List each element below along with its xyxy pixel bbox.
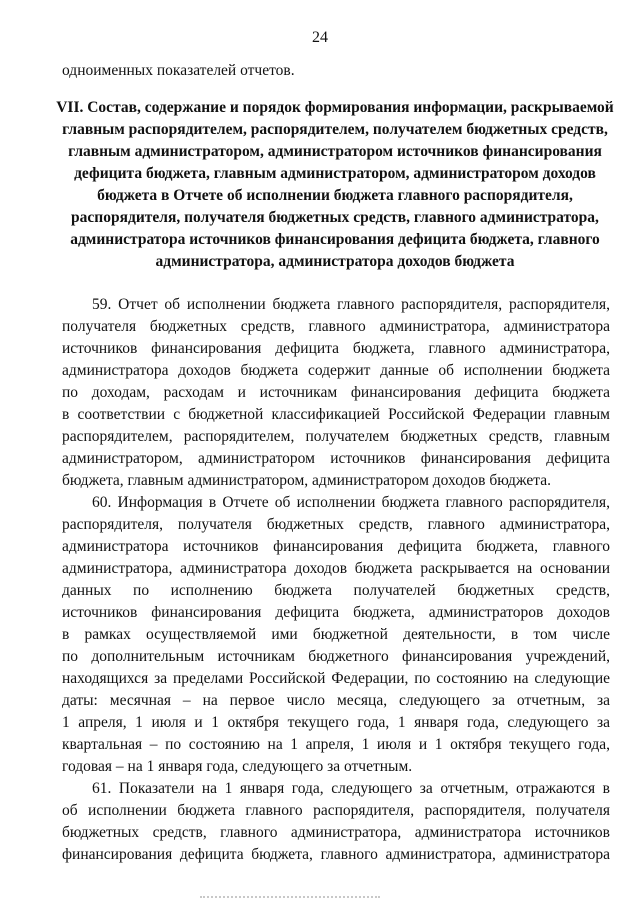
text-line: находящихся за пределами Российской Федерации, по состоянию на следующие [62, 670, 610, 687]
text-line: бюджетных средств, главного администратора, администратора источников [62, 824, 610, 841]
text-line: по дополнительным источникам бюджетного финансирования учреждений, [62, 648, 610, 665]
text-line: бюджета, главным администратором, администратором доходов бюджета. [62, 472, 551, 489]
text-line: в рамках осуществляемой ими бюджетной деятельности, в том числе [62, 626, 610, 643]
text-line: 1 апреля, 1 июля и 1 октября текущего года, 1 января года, следующего за [62, 714, 610, 731]
text-line: в соответствии с бюджетной классификацией Российской Федерации главным [62, 406, 610, 423]
text-line: администратора доходов бюджета содержит данные об исполнении бюджета [62, 362, 610, 379]
heading-line: бюджета в Отчете об исполнении бюджета главного распорядителя, [97, 187, 573, 204]
text-line: финансирования дефицита бюджета, главного администратора, администратора [62, 846, 610, 863]
text-line: распорядителя, получателя бюджетных средств, главного администратора, [62, 516, 610, 533]
text-line: квартальная – по состоянию на 1 апреля, 1 июля и 1 октября текущего года, [62, 736, 610, 753]
text-line: 61. Показатели на 1 января года, следующего за отчетным, отражаются в [92, 780, 610, 797]
text-line: годовая – на 1 января года, следующего за отчетным. [62, 758, 413, 775]
text-line: даты: месячная – на первое число месяца, следующего за отчетным, за [62, 692, 610, 709]
text-line: администратора источников финансирования дефицита бюджета, главного [62, 538, 610, 555]
text-line: получателя бюджетных средств, главного администратора, администратора [62, 318, 610, 335]
heading-line: администратора, администратора доходов бюджета [155, 253, 515, 270]
text-line: источников финансирования дефицита бюджета, главного администратора, [62, 340, 610, 357]
text-line: 60. Информация в Отчете об исполнении бюджета главного распорядителя, [92, 494, 610, 511]
text-line: по доходам, расходам и источникам финансирования дефицита бюджета [62, 384, 610, 401]
heading-line: дефицита бюджета, главным администратором, администратором доходов [74, 165, 596, 182]
heading-line: распорядителя, получателя бюджетных средств, главного администратора, [71, 209, 599, 226]
text-line: об исполнении бюджета главного распорядителя, распорядителя, получателя [62, 802, 610, 819]
text-line: данных по исполнению бюджета получателей бюджетных средств, [62, 582, 610, 599]
page-number: 24 [312, 29, 328, 46]
heading-line: главным распорядителем, распорядителем, получателем бюджетных средств, [62, 121, 608, 138]
heading-line: администратора источников финансирования дефицита бюджета, главного [70, 231, 600, 248]
text-line: администратора, администратора доходов бюджета раскрывается на основании [62, 560, 610, 577]
text-line: источников финансирования дефицита бюджета, администраторов доходов [62, 604, 610, 621]
text-line: одноименных показателей отчетов. [62, 62, 295, 79]
text-line: администратором, администратором источников финансирования дефицита [62, 450, 610, 467]
text-line: распорядителем, распорядителем, получателем бюджетных средств, главным [62, 428, 610, 445]
scan-artifact [200, 896, 380, 902]
heading-line: главным администратором, администратором источников финансирования [68, 143, 602, 160]
heading-line: VII. Состав, содержание и порядок формирования информации, раскрываемой [56, 99, 614, 116]
text-line: 59. Отчет об исполнении бюджета главного распорядителя, распорядителя, [92, 296, 610, 313]
